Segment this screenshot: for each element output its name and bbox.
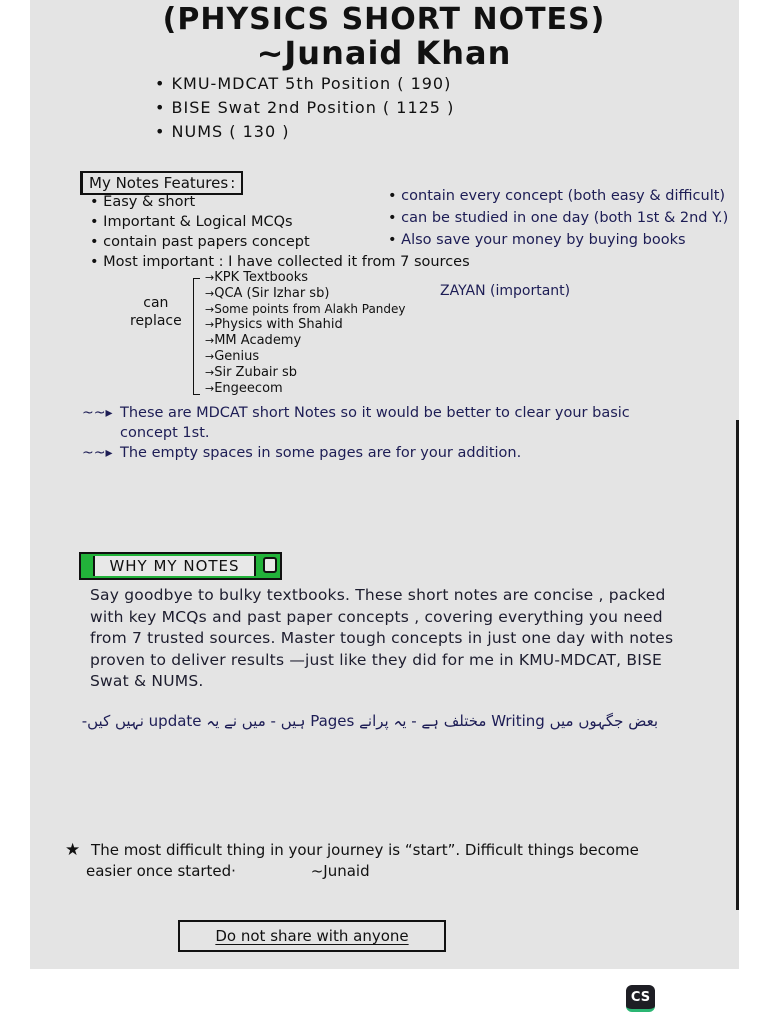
urdu-note: بعض جگہوں میں Writing مختلف ہے - یہ پرانے Pages ہیں - میں نے یہ update نہیں کیں- [81, 712, 658, 730]
note-line: The empty spaces in some pages are for your addition. [120, 445, 522, 461]
source-item: → Genius [205, 349, 406, 365]
note-page [30, 0, 739, 969]
extra-source: ZAYAN (important) [440, 283, 571, 299]
page-edge-shadow [736, 420, 739, 910]
source-item: → Sir Zubair sb [205, 365, 406, 381]
source-item: → Some points from Alakh Pandey [205, 302, 406, 318]
quote-line: easier once started· [86, 862, 236, 880]
quote-author: ~Junaid [310, 862, 370, 880]
feature-item: • contain past papers concept [90, 232, 470, 252]
share-warning: Do not share with anyone [215, 927, 409, 945]
feature-item: • can be studied in one day (both 1st & 2nd Y.) [388, 207, 728, 229]
can-replace-line: can [143, 295, 169, 311]
feature-item: • Easy & short [90, 192, 470, 212]
camscanner-logo: CS [626, 985, 655, 1012]
can-replace-line: replace [130, 313, 182, 329]
quote-block [65, 840, 705, 882]
position-item: • BISE Swat 2nd Position ( 1125 ) [155, 96, 454, 120]
source-item: → KPK Textbooks [205, 270, 406, 286]
note-line: concept 1st. [120, 425, 210, 441]
quote-line: The most difficult thing in your journey is “start”. Difficult things become [91, 841, 639, 859]
sources-bracket [193, 278, 200, 395]
note-line: These are MDCAT short Notes so it would be better to clear your basic [120, 405, 630, 421]
features-right-list [388, 185, 728, 251]
squiggle-arrow-icon: ~~▸ [82, 445, 113, 461]
squiggle-arrow-icon: ~~▸ [82, 405, 113, 421]
source-item: → Engeecom [205, 381, 406, 397]
source-item: → Physics with Shahid [205, 317, 406, 333]
feature-item: • Most important : I have collected it from 7 sources [90, 252, 470, 272]
features-heading: My Notes Features : [80, 171, 243, 195]
spacer [82, 423, 120, 443]
page-title: (PHYSICS SHORT NOTES) [162, 2, 606, 37]
position-item: • NUMS ( 130 ) [155, 120, 454, 144]
notes-block [82, 403, 702, 463]
source-item: → MM Academy [205, 333, 406, 349]
share-warning-box [178, 920, 446, 952]
star-icon: ★ [65, 840, 81, 860]
why-heading: WHY MY NOTES [93, 556, 256, 576]
feature-item: • Also save your money by buying books [388, 229, 728, 251]
why-paragraph: Say goodbye to bulky textbooks. These short notes are concise , packed with key MCQs and past paper concepts , covering everything you need from 7 trusted sources. Master tough concepts in just one day with notes proven to deliver results —just like they did for me in KMU-MDCAT, BISE Swat & NUMS. [90, 586, 674, 690]
sources-list [205, 270, 406, 396]
positions-list [155, 72, 454, 144]
source-item: → QCA (Sir Izhar sb) [205, 286, 406, 302]
author-title: ~Junaid Khan [256, 34, 512, 72]
why-heading-box [79, 552, 282, 580]
feature-item: • contain every concept (both easy & difficult) [388, 185, 728, 207]
feature-item: • Important & Logical MCQs [90, 212, 470, 232]
battery-cap-icon [263, 557, 277, 573]
can-replace-label [130, 294, 182, 330]
position-item: • KMU-MDCAT 5th Position ( 190) [155, 72, 454, 96]
